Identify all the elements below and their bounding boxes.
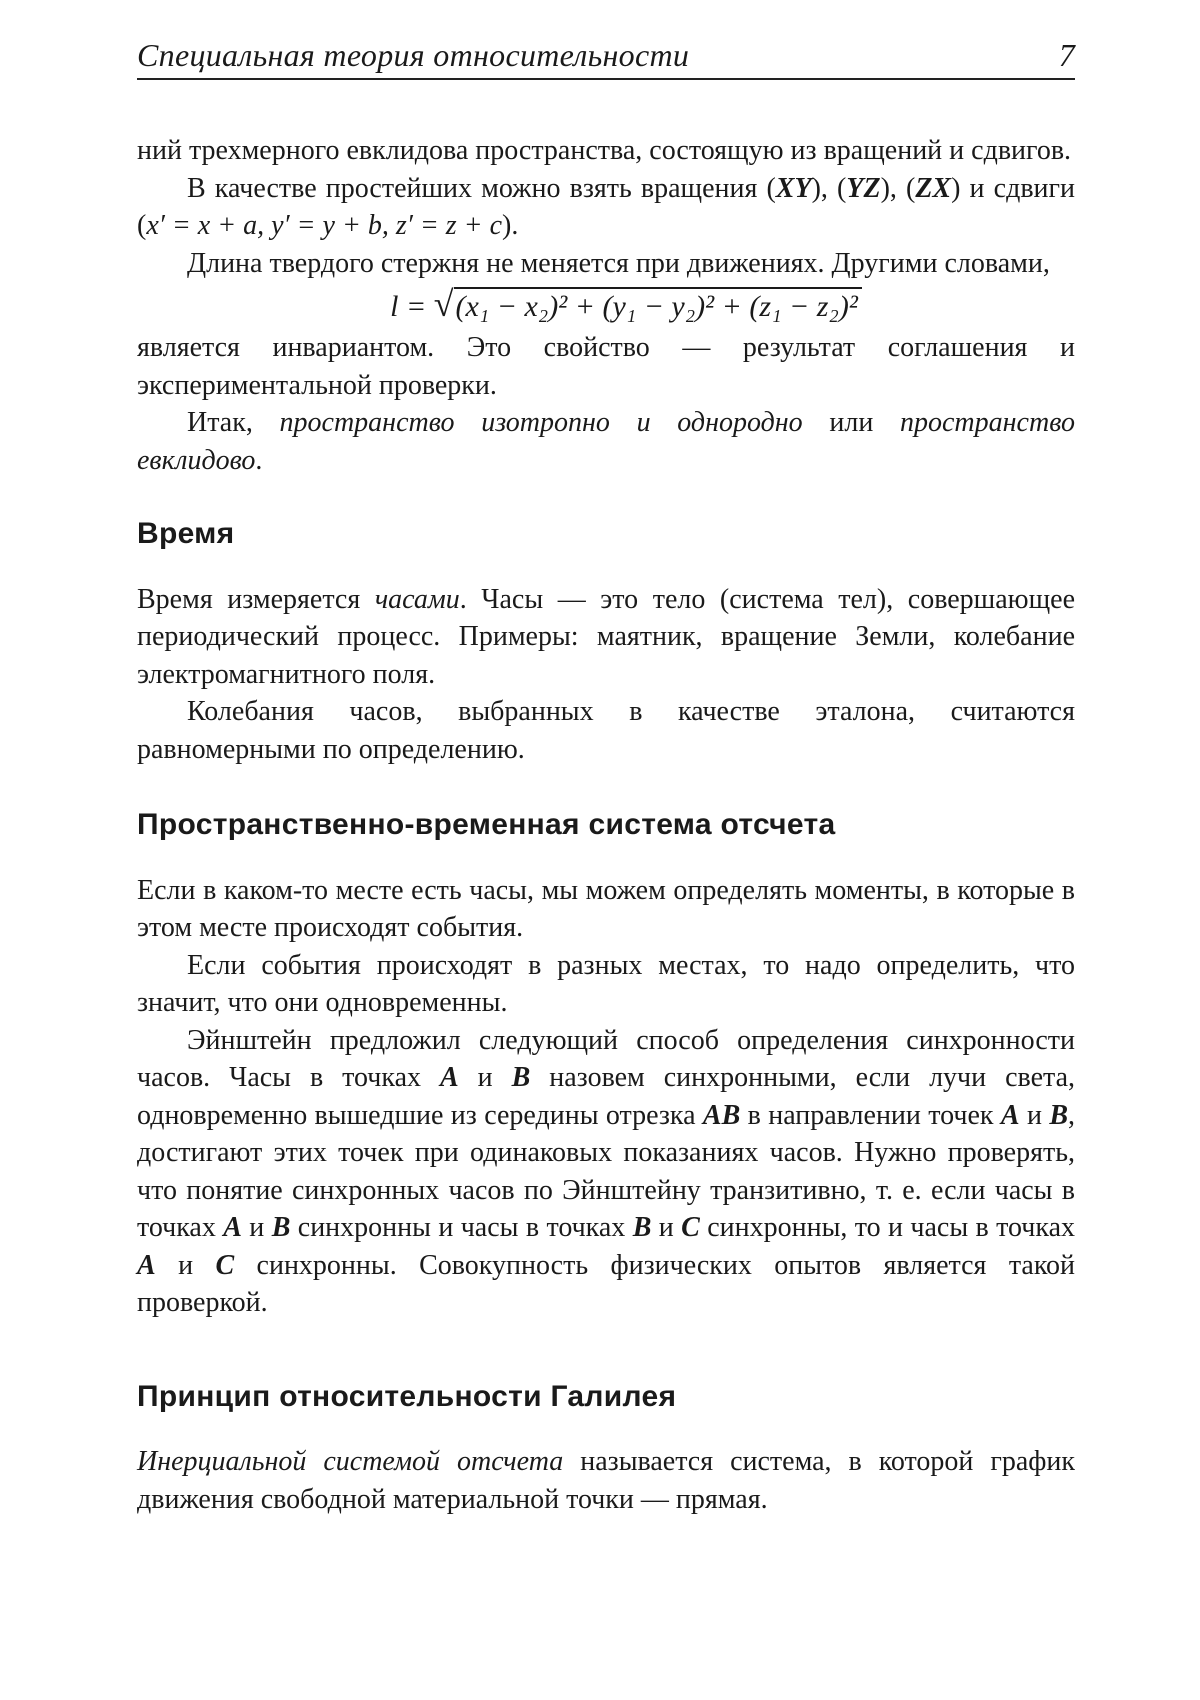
math-zx: ZX: [915, 172, 952, 204]
paragraph: [137, 1443, 1075, 1518]
emphasis: пространство изотропно и однородно: [279, 407, 803, 438]
radical-icon: √: [433, 284, 454, 324]
text-run: и: [458, 1062, 512, 1093]
running-head: [137, 36, 1075, 80]
math-segment: AB: [702, 1099, 741, 1131]
math-point: B: [1049, 1099, 1069, 1131]
math-point: A: [223, 1212, 242, 1243]
math-yz: YZ: [846, 172, 881, 204]
math-point: B: [271, 1212, 291, 1243]
math-point: B: [632, 1212, 652, 1243]
text-run: ), (: [880, 172, 916, 204]
paragraph: [137, 1022, 1075, 1322]
math-point: A: [1000, 1099, 1020, 1131]
page-body: [137, 132, 1075, 1518]
text-run: .: [255, 444, 263, 476]
paragraph: [137, 170, 1075, 245]
section-heading-time: Время: [137, 517, 235, 550]
emphasis: пространство евклидово: [137, 407, 1075, 476]
formula-lhs: l =: [390, 290, 427, 323]
math-xy: XY: [775, 172, 812, 204]
text-run: и сдвиги (: [137, 172, 1075, 241]
text-run: и: [155, 1249, 216, 1281]
math-point: A: [439, 1062, 459, 1093]
paragraph: Если в каком-то месте есть часы, мы можем определять моменты, в которые в этом месте происходят события.: [137, 874, 1075, 943]
text-run: или: [802, 407, 900, 438]
math-point: B: [511, 1062, 531, 1093]
text-run: и: [241, 1212, 272, 1243]
text-run: и: [1019, 1099, 1050, 1131]
math-point: C: [215, 1249, 235, 1281]
text-run: синхронны, то и часы в точках: [699, 1212, 1075, 1243]
text-run: называется система, в которой график движения свободной материальной точки — прямая.: [137, 1446, 1075, 1515]
text-run: и: [651, 1212, 682, 1243]
text-run: синхронны и часы в точках: [290, 1212, 633, 1243]
page-number: 7: [1058, 37, 1075, 73]
text-run: Эйнштейн предложил следующий способ определения синхронности часов. Часы в точках: [137, 1024, 1075, 1093]
formula-radicand: (x₁ − x₂)² + (y₁ − y₂)² + (z₁ − z₂)²: [454, 287, 862, 325]
paragraph: является инвариантом. Это свойство — результат соглашения и экспериментальной проверки.: [137, 332, 1075, 401]
running-title: Специальная теория относительности: [137, 37, 690, 73]
paragraph: [137, 404, 1075, 479]
text-run: ): [951, 172, 961, 204]
sqrt-sign: [434, 282, 862, 329]
math-shifts: x′ = x + a, y′ = y + b, z′ = z + c: [146, 210, 503, 241]
emphasis: Инерциальной системой отсчета: [137, 1446, 564, 1477]
text-run: ).: [502, 210, 519, 241]
text-run: назовем синхронными, если лучи света, одновременно вышедшие из середины отрезка: [137, 1062, 1076, 1131]
text-run: в направлении точек: [740, 1099, 1001, 1131]
text-run: В качестве простейших можно взять вращения (: [187, 172, 776, 204]
paragraph: ний трехмерного евклидова пространства, состоящую из вращений и сдвигов.: [137, 135, 1072, 166]
paragraph: Если события происходят в разных местах, то надо определить, что значит, что они одновременны.: [137, 949, 1075, 1018]
paragraph: [137, 581, 1075, 694]
text-run: ), (: [811, 172, 847, 204]
text-run: Итак,: [187, 407, 280, 438]
length-formula: [137, 282, 1075, 329]
text-run: синхронны. Совокупность физических опытов является такой проверкой.: [137, 1249, 1075, 1318]
section-heading-frame: Пространственно-временная система отсчета: [137, 808, 836, 841]
math-point: C: [681, 1212, 700, 1243]
math-point: A: [137, 1249, 156, 1281]
emphasis: часами: [374, 583, 460, 615]
paragraph: Колебания часов, выбранных в качестве эталона, считаются равномерными по определению.: [137, 696, 1075, 765]
text-run: , достигают этих точек при одинаковых показаниях часов. Нужно проверять, что понятие синхронных часов по Эйнштейну транзитивно, т. е. если часы в точках: [137, 1099, 1076, 1243]
text-run: . Часы — это тело (система тел), совершающее периодический процесс. Примеры: маятник, вращение Земли, колебание электромагнитного поля.: [137, 583, 1076, 690]
paragraph: Длина твердого стержня не меняется при движениях. Другими словами,: [187, 247, 1050, 279]
text-run: Время измеряется: [137, 583, 375, 615]
section-heading-galileo: Принцип относительности Галилея: [137, 1379, 677, 1413]
